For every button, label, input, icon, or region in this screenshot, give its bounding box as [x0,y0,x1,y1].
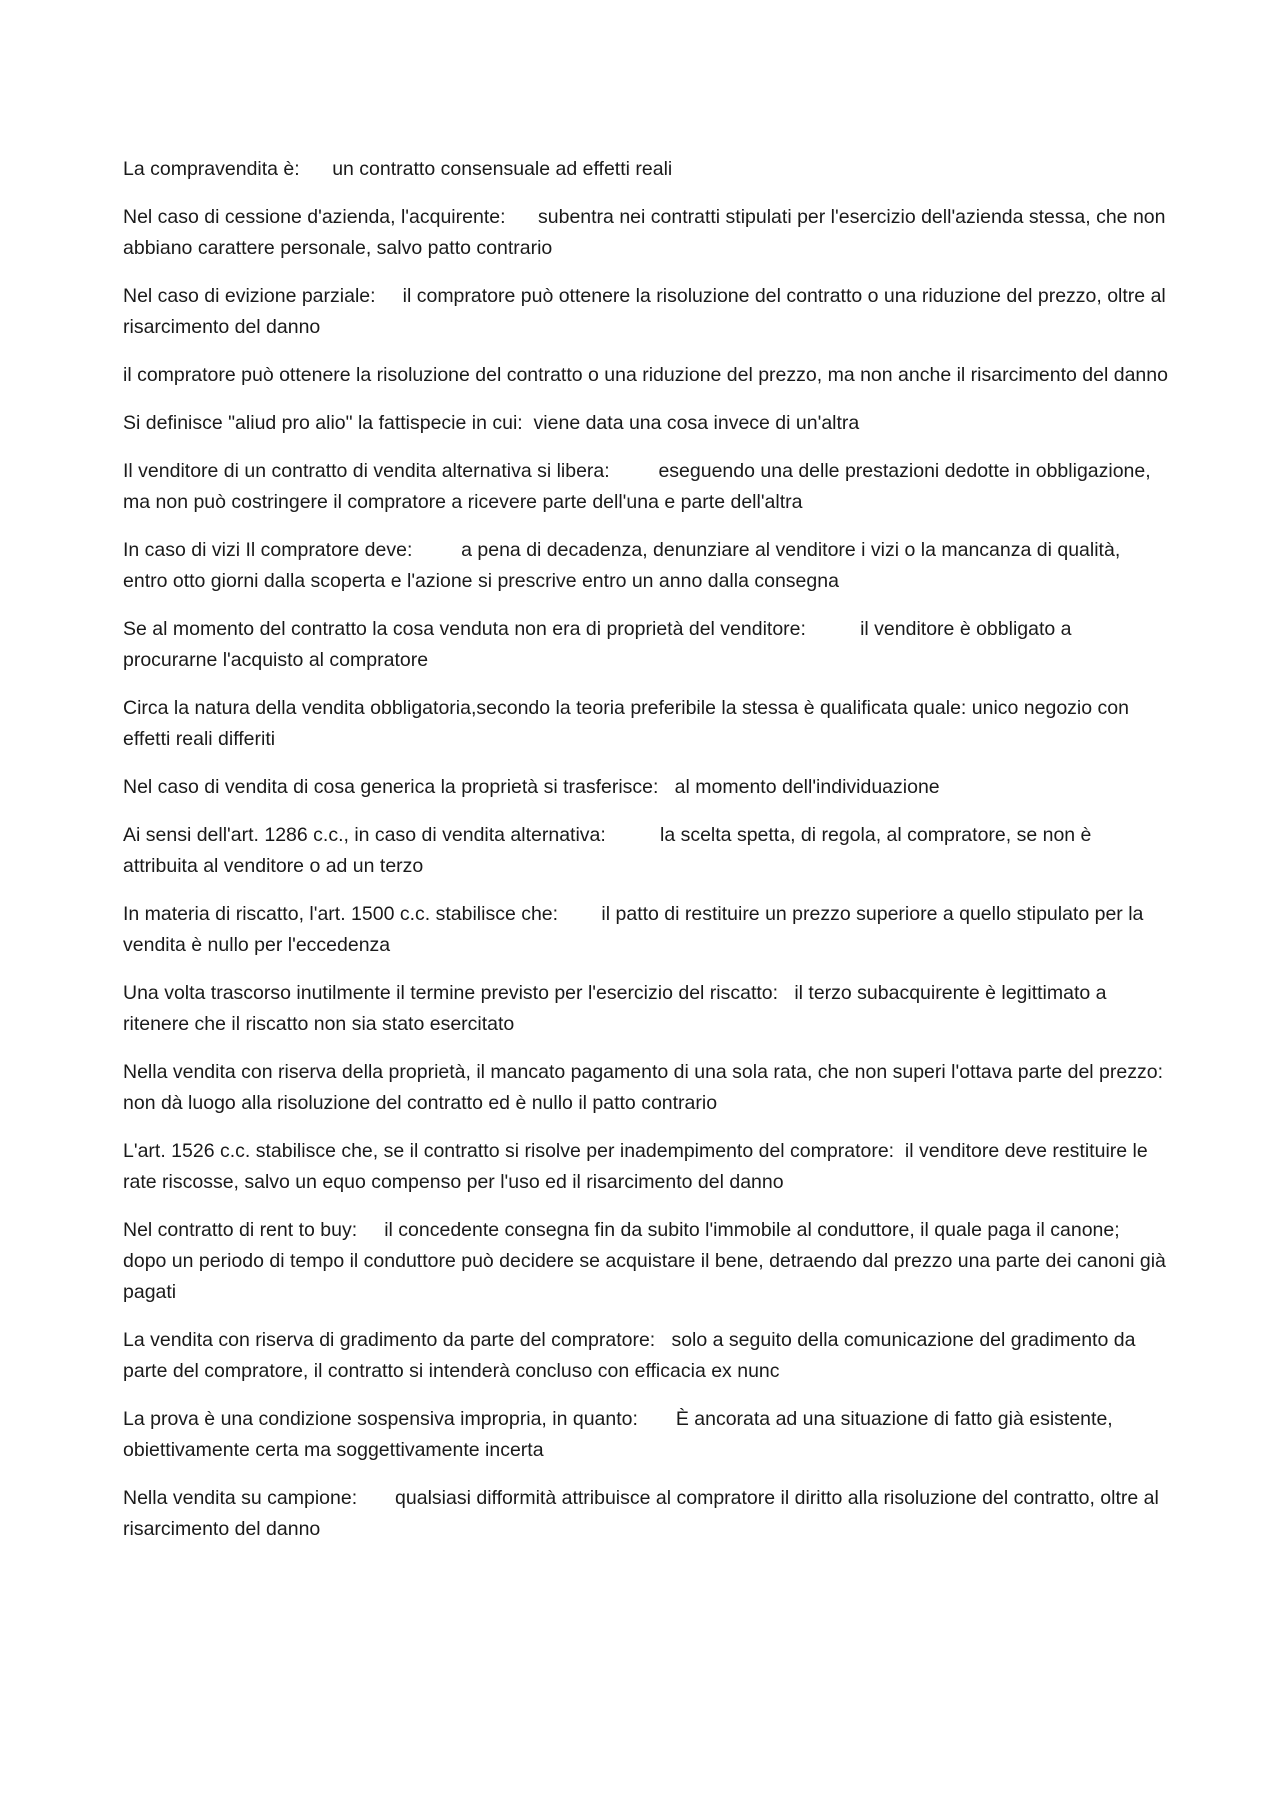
paragraph: Nel contratto di rent to buy: il concedente consegna fin da subito l'immobile al conduttore, il quale paga il canone; dopo un periodo di tempo il conduttore può decidere se acquistare il bene, detraendo dal prezzo una parte dei canoni già pagati [123,1219,1172,1303]
paragraph: Ai sensi dell'art. 1286 c.c., in caso di vendita alternativa: la scelta spetta, di regola, al compratore, se non è attribuita al venditore o ad un terzo [123,824,1097,877]
paragraph: Circa la natura della vendita obbligatoria,secondo la teoria preferibile la stessa è qualificata quale: unico negozio con effetti reali differiti [123,697,1135,750]
paragraph: Il venditore di un contratto di vendita alternativa si libera: eseguendo una delle prestazioni dedotte in obbligazione, ma non può costringere il compratore a ricevere parte dell'una e parte dell'altra [123,460,1157,513]
paragraph: Nel caso di cessione d'azienda, l'acquirente: subentra nei contratti stipulati per l'esercizio dell'azienda stessa, che non abbiano carattere personale, salvo patto contrario [123,206,1171,259]
paragraph: Nel caso di vendita di cosa generica la proprietà si trasferisce: al momento dell'individuazione [123,776,940,798]
paragraph: Se al momento del contratto la cosa venduta non era di proprietà del venditore: il venditore è obbligato a procurarne l'acquisto al compratore [123,618,1077,671]
paragraph: In materia di riscatto, l'art. 1500 c.c. stabilisce che: il patto di restituire un prezzo superiore a quello stipulato per la vendita è nullo per l'eccedenza [123,903,1149,956]
paragraph: In caso di vizi Il compratore deve: a pena di decadenza, denunziare al venditore i vizi o la mancanza di qualità, entro otto giorni dalla scoperta e l'azione si prescrive entro un anno dalla consegna [123,539,1126,592]
document-body [123,154,1218,1562]
paragraph: Nella vendita su campione: qualsiasi difformità attribuisce al compratore il diritto alla risoluzione del contratto, oltre al risarcimento del danno [123,1487,1165,1540]
paragraph: Una volta trascorso inutilmente il termine previsto per l'esercizio del riscatto: il terzo subacquirente è legittimato a ritenere che il riscatto non sia stato esercitato [123,982,1112,1035]
paragraph: Nella vendita con riserva della proprietà, il mancato pagamento di una sola rata, che non superi l'ottava parte del prezzo: non dà luogo alla risoluzione del contratto ed è nullo il patto contrario [123,1061,1218,1114]
paragraph: il compratore può ottenere la risoluzione del contratto o una riduzione del prezzo, ma non anche il risarcimento del danno [123,364,1168,386]
paragraph: La prova è una condizione sospensiva impropria, in quanto: È ancorata ad una situazione di fatto già esistente, obiettivamente certa ma soggettivamente incerta [123,1408,1119,1461]
paragraph: La compravendita è: un contratto consensuale ad effetti reali [123,158,673,180]
paragraph: L'art. 1526 c.c. stabilisce che, se il contratto si risolve per inadempimento del compratore: il venditore deve restituire le rate riscosse, salvo un equo compenso per l'uso ed il risarcimento del danno [123,1140,1154,1193]
paragraph: Si definisce "aliud pro alio" la fattispecie in cui: viene data una cosa invece di un'altra [123,412,860,434]
paragraph: La vendita con riserva di gradimento da parte del compratore: solo a seguito della comunicazione del gradimento da parte del compratore, il contratto si intenderà concluso con efficacia ex nunc [123,1329,1141,1382]
paragraph: Nel caso di evizione parziale: il compratore può ottenere la risoluzione del contratto o una riduzione del prezzo, oltre al risarcimento del danno [123,285,1172,338]
